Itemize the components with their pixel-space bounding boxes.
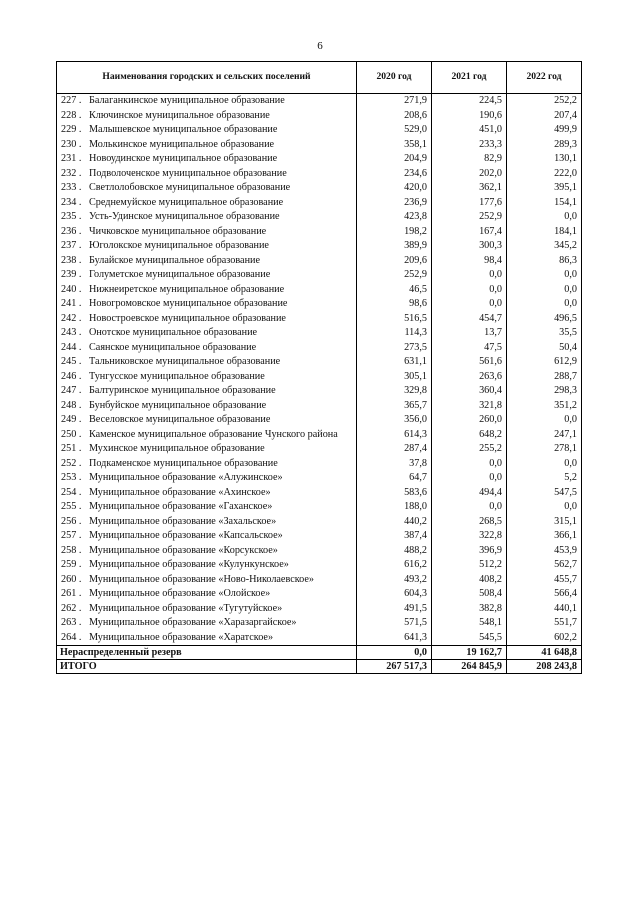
table-row — [57, 297, 582, 312]
value-2022: 566,4 — [507, 587, 582, 602]
settlement-name: Новостроевское муниципальное образование — [89, 312, 286, 324]
value-2020: 204,9 — [357, 152, 432, 167]
value-2022: 278,1 — [507, 442, 582, 457]
total-row — [57, 660, 582, 674]
settlement-name: Муниципальное образование «Корсукское» — [89, 544, 278, 556]
settlement-name: Муниципальное образование «Харазаргайское» — [89, 617, 297, 628]
settlement-name: Веселовское муниципальное образование — [89, 414, 271, 425]
row-number: 241 . — [61, 298, 82, 309]
settlement-cell — [57, 602, 357, 617]
table-row — [57, 587, 582, 602]
value-2020: 387,4 — [357, 529, 432, 544]
value-2020: 37,8 — [357, 457, 432, 472]
settlement-name: Подволоченское муниципальное образование — [89, 167, 287, 179]
value-2021: 47,5 — [432, 341, 507, 356]
row-number: 235 . — [61, 211, 82, 222]
total-2020: 267 517,3 — [357, 660, 432, 674]
row-number: 236 . — [61, 225, 82, 237]
value-2022: 222,0 — [507, 167, 582, 182]
settlement-name: Балтуринское муниципальное образование — [89, 385, 276, 396]
value-2020: 271,9 — [357, 94, 432, 109]
settlement-name: Голуметское муниципальное образование — [89, 269, 271, 280]
row-number: 237 . — [61, 240, 82, 251]
settlement-cell — [57, 355, 357, 370]
table-row — [57, 94, 582, 109]
value-2022: 395,1 — [507, 181, 582, 196]
value-2020: 252,9 — [357, 268, 432, 283]
value-2020: 188,0 — [357, 500, 432, 515]
table-row — [57, 210, 582, 225]
value-2021: 322,8 — [432, 529, 507, 544]
row-number: 230 . — [61, 138, 82, 150]
settlement-cell — [57, 573, 357, 588]
page-number: 6 — [317, 40, 323, 52]
table-row — [57, 399, 582, 414]
value-2022: 440,1 — [507, 602, 582, 617]
row-number: 264 . — [61, 631, 82, 643]
value-2020: 614,3 — [357, 428, 432, 443]
value-2020: 208,6 — [357, 109, 432, 124]
value-2021: 252,9 — [432, 210, 507, 225]
settlement-cell — [57, 312, 357, 327]
table-row — [57, 254, 582, 269]
settlement-cell — [57, 515, 357, 530]
value-2020: 46,5 — [357, 283, 432, 298]
settlement-cell — [57, 94, 357, 109]
row-number: 256 . — [61, 515, 82, 527]
settlement-name: Новогромовское муниципальное образование — [89, 298, 288, 309]
value-2021: 0,0 — [432, 297, 507, 312]
settlement-cell — [57, 413, 357, 428]
settlement-name: Саянское муниципальное образование — [89, 341, 257, 353]
value-2020: 305,1 — [357, 370, 432, 385]
table-row — [57, 384, 582, 399]
value-2020: 641,3 — [357, 631, 432, 646]
value-2021: 396,9 — [432, 544, 507, 559]
settlement-name: Подкаменское муниципальное образование — [89, 457, 278, 469]
settlement-cell — [57, 225, 357, 240]
table-row — [57, 152, 582, 167]
row-number: 260 . — [61, 573, 82, 585]
settlement-name: Ключинское муниципальное образование — [89, 109, 270, 121]
reserve-label: Нераспределенный резерв — [57, 646, 357, 660]
table-row — [57, 283, 582, 298]
row-number: 247 . — [61, 385, 82, 396]
settlement-name: Новоудинское муниципальное образование — [89, 153, 278, 164]
table-row — [57, 544, 582, 559]
settlement-cell — [57, 167, 357, 182]
settlement-name: Муниципальное образование «Капсальское» — [89, 530, 283, 541]
settlement-cell — [57, 616, 357, 631]
row-number: 257 . — [61, 530, 82, 541]
value-2022: 499,9 — [507, 123, 582, 138]
table-row — [57, 196, 582, 211]
settlement-name: Светлолобовское муниципальное образование — [89, 182, 291, 193]
value-2022: 86,3 — [507, 254, 582, 269]
table-row — [57, 138, 582, 153]
value-2022: 547,5 — [507, 486, 582, 501]
row-number: 249 . — [61, 414, 82, 425]
value-2022: 50,4 — [507, 341, 582, 356]
value-2022: 602,2 — [507, 631, 582, 646]
settlement-cell — [57, 297, 357, 312]
value-2021: 260,0 — [432, 413, 507, 428]
row-number: 250 . — [61, 428, 82, 440]
table-row — [57, 268, 582, 283]
settlement-cell — [57, 471, 357, 486]
value-2020: 516,5 — [357, 312, 432, 327]
settlement-cell — [57, 109, 357, 124]
value-2021: 190,6 — [432, 109, 507, 124]
value-2022: 288,7 — [507, 370, 582, 385]
value-2022: 35,5 — [507, 326, 582, 341]
value-2022: 0,0 — [507, 413, 582, 428]
settlement-name: Булайское муниципальное образование — [89, 254, 260, 266]
table-row — [57, 529, 582, 544]
value-2022: 496,5 — [507, 312, 582, 327]
row-number: 227 . — [61, 95, 82, 106]
value-2022: 562,7 — [507, 558, 582, 573]
settlement-cell — [57, 326, 357, 341]
value-2020: 98,6 — [357, 297, 432, 312]
value-2022: 351,2 — [507, 399, 582, 414]
settlement-name: Муниципальное образование «Ахинское» — [89, 486, 271, 498]
table-row — [57, 225, 582, 240]
value-2022: 455,7 — [507, 573, 582, 588]
table-row — [57, 486, 582, 501]
settlement-cell — [57, 268, 357, 283]
value-2021: 545,5 — [432, 631, 507, 646]
settlement-cell — [57, 399, 357, 414]
value-2020: 529,0 — [357, 123, 432, 138]
table-row — [57, 355, 582, 370]
row-number: 240 . — [61, 283, 82, 295]
table-row — [57, 602, 582, 617]
value-2022: 453,9 — [507, 544, 582, 559]
row-number: 248 . — [61, 399, 82, 411]
value-2021: 548,1 — [432, 616, 507, 631]
settlement-cell — [57, 152, 357, 167]
value-2021: 0,0 — [432, 283, 507, 298]
value-2022: 207,4 — [507, 109, 582, 124]
table-row — [57, 312, 582, 327]
settlement-cell — [57, 181, 357, 196]
value-2021: 454,7 — [432, 312, 507, 327]
table-body — [57, 94, 582, 646]
value-2020: 491,5 — [357, 602, 432, 617]
settlement-name: Балаганкинское муниципальное образование — [89, 95, 285, 106]
value-2021: 0,0 — [432, 500, 507, 515]
value-2020: 365,7 — [357, 399, 432, 414]
value-2022: 289,3 — [507, 138, 582, 153]
row-number: 255 . — [61, 501, 82, 512]
settlement-name: Бунбуйское муниципальное образование — [89, 399, 267, 411]
value-2021: 360,4 — [432, 384, 507, 399]
table-row — [57, 370, 582, 385]
value-2020: 114,3 — [357, 326, 432, 341]
value-2021: 233,3 — [432, 138, 507, 153]
value-2021: 13,7 — [432, 326, 507, 341]
settlement-name: Среднемуйское муниципальное образование — [89, 196, 284, 208]
table-row — [57, 631, 582, 646]
value-2020: 423,8 — [357, 210, 432, 225]
settlement-cell — [57, 457, 357, 472]
settlement-name: Юголокское муниципальное образование — [89, 240, 269, 251]
settlement-cell — [57, 123, 357, 138]
row-number: 243 . — [61, 327, 82, 338]
settlement-name: Малышевское муниципальное образование — [89, 124, 278, 135]
table-row — [57, 515, 582, 530]
settlement-name: Тальниковское муниципальное образование — [89, 356, 281, 367]
value-2020: 440,2 — [357, 515, 432, 530]
row-number: 262 . — [61, 602, 82, 614]
value-2022: 345,2 — [507, 239, 582, 254]
value-2022: 184,1 — [507, 225, 582, 240]
value-2021: 648,2 — [432, 428, 507, 443]
value-2022: 0,0 — [507, 283, 582, 298]
value-2022: 0,0 — [507, 210, 582, 225]
settlement-name: Муниципальное образование «Харатское» — [89, 631, 274, 643]
value-2022: 154,1 — [507, 196, 582, 211]
settlement-cell — [57, 428, 357, 443]
value-2022: 247,1 — [507, 428, 582, 443]
value-2021: 0,0 — [432, 471, 507, 486]
settlement-name: Нижнеиретское муниципальное образование — [89, 283, 285, 295]
value-2020: 571,5 — [357, 616, 432, 631]
value-2020: 236,9 — [357, 196, 432, 211]
value-2022: 0,0 — [507, 268, 582, 283]
value-2022: 612,9 — [507, 355, 582, 370]
table-row — [57, 573, 582, 588]
table-row — [57, 442, 582, 457]
row-number: 232 . — [61, 167, 82, 179]
value-2021: 263,6 — [432, 370, 507, 385]
table-row — [57, 558, 582, 573]
row-number: 251 . — [61, 443, 82, 454]
value-2022: 298,3 — [507, 384, 582, 399]
settlement-cell — [57, 384, 357, 399]
settlement-name: Молькинское муниципальное образование — [89, 138, 275, 150]
reserve-row — [57, 646, 582, 660]
settlement-cell — [57, 442, 357, 457]
settlement-name: Каменское муниципальное образование Чунского района — [89, 428, 338, 440]
value-2021: 224,5 — [432, 94, 507, 109]
settlement-cell — [57, 587, 357, 602]
value-2021: 255,2 — [432, 442, 507, 457]
settlement-name: Муниципальное образование «Кулункунское» — [89, 559, 289, 570]
value-2020: 198,2 — [357, 225, 432, 240]
row-number: 259 . — [61, 559, 82, 570]
value-2021: 177,6 — [432, 196, 507, 211]
settlement-name: Муниципальное образование «Ново-Николаевское» — [89, 573, 314, 585]
table-row — [57, 181, 582, 196]
settlement-cell — [57, 196, 357, 211]
reserve-2022: 41 648,8 — [507, 646, 582, 660]
settlement-cell — [57, 254, 357, 269]
value-2021: 362,1 — [432, 181, 507, 196]
row-number: 263 . — [61, 617, 82, 628]
reserve-2020: 0,0 — [357, 646, 432, 660]
value-2021: 321,8 — [432, 399, 507, 414]
row-number: 231 . — [61, 153, 82, 164]
value-2021: 494,4 — [432, 486, 507, 501]
table-row — [57, 239, 582, 254]
settlement-cell — [57, 210, 357, 225]
settlement-cell — [57, 529, 357, 544]
value-2021: 561,6 — [432, 355, 507, 370]
value-2021: 508,4 — [432, 587, 507, 602]
table-row — [57, 123, 582, 138]
value-2020: 488,2 — [357, 544, 432, 559]
value-2021: 300,3 — [432, 239, 507, 254]
header-settlement-name: Наименования городских и сельских поселений — [57, 62, 357, 94]
value-2021: 167,4 — [432, 225, 507, 240]
value-2021: 451,0 — [432, 123, 507, 138]
row-number: 238 . — [61, 254, 82, 266]
value-2021: 382,8 — [432, 602, 507, 617]
value-2020: 64,7 — [357, 471, 432, 486]
value-2022: 130,1 — [507, 152, 582, 167]
row-number: 233 . — [61, 182, 82, 193]
table-row — [57, 500, 582, 515]
row-number: 228 . — [61, 109, 82, 121]
header-2021: 2021 год — [432, 62, 507, 94]
settlement-cell — [57, 544, 357, 559]
settlement-cell — [57, 239, 357, 254]
reserve-2021: 19 162,7 — [432, 646, 507, 660]
row-number: 239 . — [61, 269, 82, 280]
settlement-cell — [57, 631, 357, 646]
value-2020: 358,1 — [357, 138, 432, 153]
table-row — [57, 616, 582, 631]
value-2021: 268,5 — [432, 515, 507, 530]
value-2021: 0,0 — [432, 268, 507, 283]
row-number: 245 . — [61, 356, 82, 367]
value-2020: 420,0 — [357, 181, 432, 196]
value-2022: 551,7 — [507, 616, 582, 631]
settlement-name: Муниципальное образование «Захальское» — [89, 515, 277, 527]
value-2021: 202,0 — [432, 167, 507, 182]
settlement-name: Онотское муниципальное образование — [89, 327, 258, 338]
table-row — [57, 109, 582, 124]
value-2022: 0,0 — [507, 500, 582, 515]
row-number: 261 . — [61, 588, 82, 599]
value-2021: 408,2 — [432, 573, 507, 588]
table-row — [57, 428, 582, 443]
settlement-cell — [57, 558, 357, 573]
row-number: 254 . — [61, 486, 82, 498]
settlement-cell — [57, 341, 357, 356]
total-2021: 264 845,9 — [432, 660, 507, 674]
value-2020: 329,8 — [357, 384, 432, 399]
settlement-name: Тунгусское муниципальное образование — [89, 370, 265, 382]
settlement-name: Муниципальное образование «Олойское» — [89, 588, 271, 599]
settlement-cell — [57, 138, 357, 153]
table-row — [57, 457, 582, 472]
value-2020: 389,9 — [357, 239, 432, 254]
table-row — [57, 471, 582, 486]
value-2020: 631,1 — [357, 355, 432, 370]
value-2021: 82,9 — [432, 152, 507, 167]
row-number: 229 . — [61, 124, 82, 135]
table-row — [57, 413, 582, 428]
table-row — [57, 341, 582, 356]
settlement-name: Усть-Удинское муниципальное образование — [89, 211, 280, 222]
total-2022: 208 243,8 — [507, 660, 582, 674]
settlement-cell — [57, 486, 357, 501]
value-2022: 252,2 — [507, 94, 582, 109]
settlement-name: Муниципальное образование «Тугутуйское» — [89, 602, 283, 614]
value-2022: 0,0 — [507, 297, 582, 312]
settlement-name: Чичковское муниципальное образование — [89, 225, 267, 237]
value-2021: 512,2 — [432, 558, 507, 573]
value-2021: 0,0 — [432, 457, 507, 472]
value-2020: 273,5 — [357, 341, 432, 356]
settlement-cell — [57, 370, 357, 385]
table-row — [57, 326, 582, 341]
settlement-cell — [57, 283, 357, 298]
value-2020: 583,6 — [357, 486, 432, 501]
value-2020: 493,2 — [357, 573, 432, 588]
table-row — [57, 167, 582, 182]
table-header — [57, 62, 582, 94]
value-2020: 209,6 — [357, 254, 432, 269]
value-2020: 356,0 — [357, 413, 432, 428]
budget-table — [56, 61, 582, 674]
row-number: 234 . — [61, 196, 82, 208]
value-2020: 287,4 — [357, 442, 432, 457]
header-2022: 2022 год — [507, 62, 582, 94]
value-2022: 5,2 — [507, 471, 582, 486]
value-2021: 98,4 — [432, 254, 507, 269]
value-2020: 234,6 — [357, 167, 432, 182]
header-2020: 2020 год — [357, 62, 432, 94]
value-2022: 315,1 — [507, 515, 582, 530]
settlement-cell — [57, 500, 357, 515]
value-2020: 604,3 — [357, 587, 432, 602]
row-number: 242 . — [61, 312, 82, 324]
row-number: 246 . — [61, 370, 82, 382]
settlement-name: Муниципальное образование «Алужинское» — [89, 472, 283, 483]
value-2020: 616,2 — [357, 558, 432, 573]
total-label: ИТОГО — [57, 660, 357, 674]
value-2022: 366,1 — [507, 529, 582, 544]
row-number: 252 . — [61, 457, 82, 469]
settlement-name: Муниципальное образование «Гаханское» — [89, 501, 273, 512]
row-number: 253 . — [61, 472, 82, 483]
settlement-name: Мухинское муниципальное образование — [89, 443, 265, 454]
value-2022: 0,0 — [507, 457, 582, 472]
row-number: 244 . — [61, 341, 82, 353]
row-number: 258 . — [61, 544, 82, 556]
